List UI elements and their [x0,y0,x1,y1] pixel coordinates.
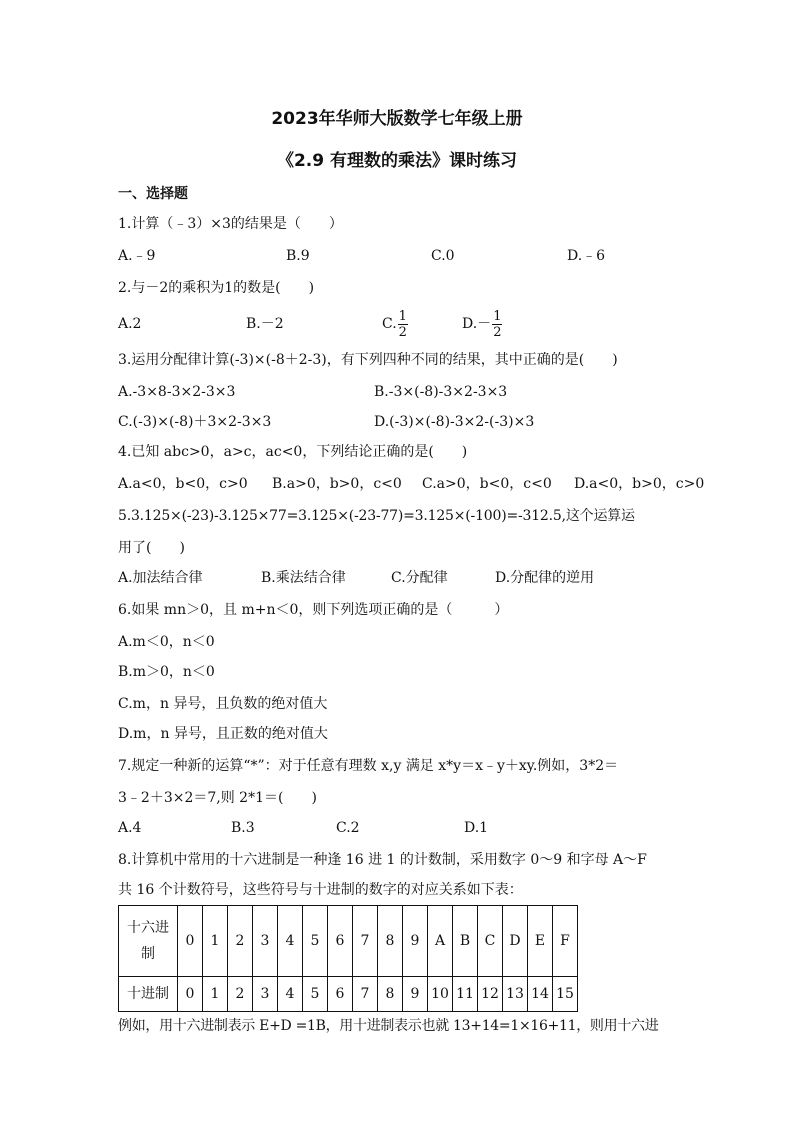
option-d-prefix: D.－ [462,316,492,332]
table-cell: 14 [528,977,553,1012]
question-1-option-c: C.0 [431,248,455,264]
table-cell: 7 [353,906,378,977]
table-cell: 5 [303,977,328,1012]
question-5-option-c: C.分配律 [391,570,448,586]
table-cell: 10 [428,977,453,1012]
table-cell: B [453,906,478,977]
table-cell: 8 [378,977,403,1012]
fraction-one-half [492,309,502,340]
question-2-option-a: A.2 [118,316,142,332]
table-cell: 1 [203,906,228,977]
question-1-stem: 1.计算（﹣3）×3的结果是（ ） [118,216,343,232]
question-2-option-c [382,303,408,345]
question-7-option-b: B.3 [231,820,255,836]
question-5-stem-line-2: 用了( ) [118,540,185,556]
question-3-option-b: B.-3×(-8)-3×2-3×3 [374,384,508,400]
table-row [119,977,578,1012]
table-cell: 2 [228,977,253,1012]
fraction-denominator: 2 [493,324,502,340]
table-cell: 6 [328,977,353,1012]
fraction-numerator: 1 [398,308,407,324]
question-4-stem: 4.已知 abc>0，a>c，ac<0，下列结论正确的是( ) [118,444,468,460]
table-cell: 13 [503,977,528,1012]
question-3-option-a: A.-3×8-3×2-3×3 [118,384,236,400]
section-heading: 一、选择题 [118,186,188,202]
table-cell: 4 [278,906,303,977]
table-cell: 5 [303,906,328,977]
question-6-option-a: A.m＜0，n＜0 [118,634,215,650]
question-5-option-b: B.乘法结合律 [261,570,346,586]
table-header-decimal: 十进制 [119,977,178,1012]
table-cell: 9 [403,977,428,1012]
question-4-option-a: A.a<0，b<0，c>0 [118,476,248,492]
question-7-option-d: D.1 [464,820,489,836]
question-7-stem-line-2: 3﹣2＋3×2＝7,则 2*1＝( ) [118,790,317,806]
question-4-option-d: D.a<0，b>0，c>0 [574,476,705,492]
table-cell: 1 [203,977,228,1012]
document-subtitle: 《2.9 有理数的乘法》课时练习 [276,151,518,171]
question-6-stem: 6.如果 mn＞0，且 m+n＜0，则下列选项正确的是（ ） [118,602,509,618]
table-cell: 6 [328,906,353,977]
table-cell: 3 [253,977,278,1012]
question-1-option-b: B.9 [286,248,310,264]
question-8-stem-line-1: 8.计算机中常用的十六进制是一种逢 16 进 1 的计数制，采用数字 0～9 和字母 A～F [118,852,647,868]
header-text-line-1: 十六进 [127,920,169,936]
fraction-one-half [398,309,408,340]
table-cell: 4 [278,977,303,1012]
table-cell: F [553,906,578,977]
question-6-option-b: B.m＞0，n＜0 [118,664,215,680]
question-2-option-b: B.－2 [246,316,284,332]
table-cell: 8 [378,906,403,977]
question-2-option-d [462,303,502,345]
document-title: 2023年华师大版数学七年级上册 [271,109,523,129]
question-2-stem: 2.与－2的乘积为1的数是( ) [118,280,315,296]
table-cell: 15 [553,977,578,1012]
question-4-option-b: B.a>0，b>0，c<0 [272,476,402,492]
question-5-option-d: D.分配律的逆用 [495,570,595,586]
option-c-prefix: C. [382,316,397,332]
question-6-option-c: C.m，n 异号，且负数的绝对值大 [118,696,328,712]
table-cell: 12 [478,977,503,1012]
question-6-option-d: D.m，n 异号，且正数的绝对值大 [118,726,328,742]
question-7-option-c: C.2 [336,820,360,836]
table-cell: 7 [353,977,378,1012]
question-5-stem-line-1: 5.3.125×(-23)-3.125×77=3.125×(-23-77)=3.125×(-100)=-312.5,这个运算运 [118,508,635,524]
header-text-line-2: 制 [141,946,155,962]
table-cell: 2 [228,906,253,977]
table-header-hex [119,906,178,977]
question-4-option-c: C.a>0，b<0，c<0 [422,476,552,492]
question-7-stem-line-1: 7.规定一种新的运算“*”：对于任意有理数 x,y 满足 x*y＝x﹣y＋xy.例如，3*2＝ [118,758,619,774]
table-cell: E [528,906,553,977]
hex-decimal-table [118,905,578,1012]
question-3-option-c: C.(-3)×(-8)＋3×2-3×3 [118,414,272,430]
question-3-option-d: D.(-3)×(-8)-3×2-(-3)×3 [374,414,535,430]
question-5-option-a: A.加法结合律 [118,570,203,586]
table-cell: D [503,906,528,977]
question-8-stem-line-3: 例如，用十六进制表示 E+D =1B，用十进制表示也就 13+14=1×16+11，则用十六进 [118,1018,659,1034]
question-1-option-d: D.﹣6 [567,248,606,264]
table-cell: 3 [253,906,278,977]
question-7-option-a: A.4 [118,820,142,836]
table-cell: C [478,906,503,977]
fraction-denominator: 2 [398,324,407,340]
fraction-numerator: 1 [493,308,502,324]
question-1-option-a: A.﹣9 [118,248,156,264]
table-cell: 11 [453,977,478,1012]
table-cell: 9 [403,906,428,977]
table-cell: A [428,906,453,977]
table-cell: 0 [178,906,203,977]
question-8-stem-line-2: 共 16 个计数符号，这些符号与十进制的数字的对应关系如下表： [118,882,523,898]
table-row [119,906,578,977]
table-cell: 0 [178,977,203,1012]
question-3-stem: 3.运用分配律计算(-3)×(-8＋2-3)，有下列四种不同的结果，其中正确的是( ) [118,352,618,368]
